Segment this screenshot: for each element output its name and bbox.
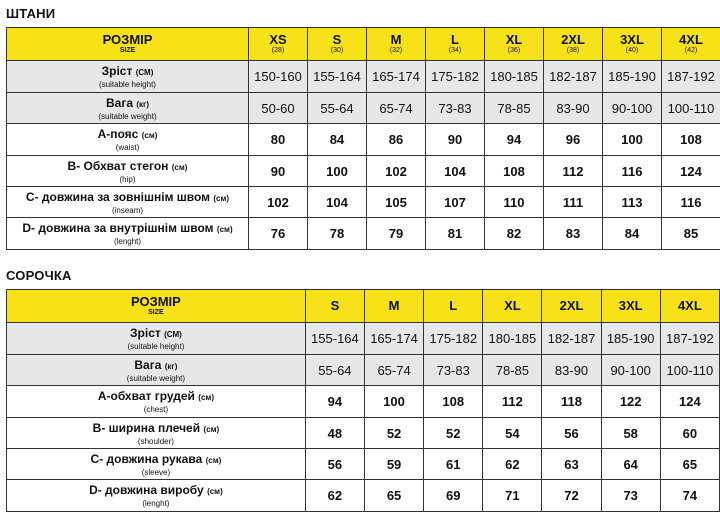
measurement-value: 82: [485, 218, 544, 250]
size-number: (40): [625, 47, 639, 54]
measurement-label: В- Обхват стегон: [67, 158, 169, 173]
pants-size-table: [6, 27, 720, 250]
pants-title: ШТАНИ: [6, 6, 56, 21]
size-column-header: [249, 28, 308, 61]
measurement-english: (hip): [119, 174, 136, 184]
measurement-label: С- довжина рукава: [90, 451, 203, 466]
measurement-label: Зріст: [101, 64, 133, 78]
measurement-value: 58: [601, 418, 660, 449]
measurement-value: 100: [308, 156, 367, 187]
measurement-value: 94: [485, 124, 544, 156]
measurement-label-cell: [7, 386, 306, 418]
measurement-unit: (см): [203, 424, 220, 434]
measurement-value: 59: [364, 449, 423, 480]
size-name: XL: [504, 298, 521, 313]
shirt-title: СОРОЧКА: [6, 268, 72, 283]
measurement-value: 94: [305, 386, 364, 418]
size-column-header: [485, 28, 544, 61]
measurement-value: 90: [426, 124, 485, 156]
measurement-value: 113: [603, 187, 662, 218]
size-header-sublabel: SIZE: [148, 309, 164, 316]
measurement-value: 102: [367, 156, 426, 187]
measurement-value: 86: [367, 124, 426, 156]
measurement-unit: (см): [207, 487, 223, 496]
measurement-value: 118: [542, 386, 601, 418]
measurement-english: (suitable weight): [98, 111, 157, 121]
size-name: 4XL: [679, 32, 703, 47]
measurement-value: 185-190: [603, 61, 662, 93]
measurement-english: (suitable height): [99, 80, 156, 89]
measurement-row: [7, 449, 720, 480]
measurement-value: 65-74: [364, 355, 423, 386]
header-row: [7, 290, 720, 323]
measurement-value: 65-74: [367, 93, 426, 124]
measurement-label-cell: [7, 156, 249, 187]
measurement-value: 73: [601, 480, 660, 512]
measurement-value: 48: [305, 418, 364, 449]
measurement-row: [7, 61, 720, 93]
measurement-name: [7, 389, 305, 405]
measurement-value: 63: [542, 449, 601, 480]
measurement-unit: (см): [213, 193, 230, 203]
measurement-name: [7, 127, 248, 143]
measurement-value: 102: [249, 187, 308, 218]
size-name: 4XL: [677, 298, 702, 313]
size-name: 3XL: [620, 32, 644, 47]
size-column-header: [308, 28, 367, 61]
size-column-header: [603, 28, 662, 61]
measurement-value: 116: [662, 187, 720, 218]
measurement-label: D- довжина за внутрішнім швом: [22, 221, 214, 235]
measurement-value: 83-90: [544, 93, 603, 124]
measurement-value: 187-192: [662, 61, 720, 93]
measurement-label: Вага: [105, 95, 133, 110]
measurement-value: 81: [426, 218, 485, 250]
measurement-unit: (кг): [136, 99, 150, 109]
size-column-header: [424, 290, 483, 323]
measurement-value: 122: [601, 386, 660, 418]
measurement-value: 85: [662, 218, 720, 250]
measurement-unit: (см): [171, 162, 188, 172]
measurement-label-cell: [7, 355, 306, 386]
size-header-label: РОЗМІР: [102, 32, 153, 47]
measurement-label: Вага: [134, 357, 162, 372]
size-number: (30): [330, 47, 344, 54]
measurement-unit: (см): [141, 131, 158, 140]
measurement-value: 79: [367, 218, 426, 250]
measurement-value: 62: [305, 480, 364, 512]
measurement-name: [7, 221, 248, 237]
measurement-value: 56: [305, 449, 364, 480]
measurement-value: 182-187: [544, 61, 603, 93]
measurement-value: 100-110: [662, 93, 720, 124]
measurement-unit: (см): [198, 393, 214, 402]
measurement-value: 165-174: [367, 61, 426, 93]
measurement-value: 110: [485, 187, 544, 218]
measurement-label-cell: [7, 480, 306, 512]
measurement-value: 107: [426, 187, 485, 218]
measurement-name: [7, 358, 305, 374]
size-column-header: [483, 290, 542, 323]
size-name: M: [390, 32, 402, 47]
measurement-english: (suitable height): [127, 342, 185, 351]
measurement-value: 150-160: [249, 61, 308, 93]
size-name: 2XL: [559, 298, 584, 313]
measurement-name: [7, 96, 248, 112]
measurement-value: 60: [660, 418, 719, 449]
measurement-row: [7, 187, 720, 218]
measurement-row: [7, 156, 720, 187]
measurement-value: 165-174: [364, 323, 423, 355]
measurement-value: 83-90: [542, 355, 601, 386]
size-name: L: [451, 32, 459, 47]
measurement-unit: (СМ): [164, 330, 182, 339]
measurement-row: [7, 355, 720, 386]
size-name: XL: [505, 32, 523, 47]
size-name: M: [388, 298, 400, 313]
measurement-label: В- ширина плечей: [92, 420, 201, 435]
size-column-header: [660, 290, 719, 323]
measurement-row: [7, 323, 720, 355]
measurement-value: 124: [660, 386, 719, 418]
measurement-value: 108: [662, 124, 720, 156]
size-number: (32): [389, 47, 403, 54]
measurement-value: 56: [542, 418, 601, 449]
size-number: (34): [448, 47, 462, 54]
size-name: S: [330, 298, 340, 313]
size-name: 2XL: [561, 32, 585, 47]
measurement-name: [7, 159, 248, 175]
measurement-value: 78-85: [483, 355, 542, 386]
size-name: L: [449, 298, 458, 313]
measurement-value: 55-64: [305, 355, 364, 386]
size-header-sublabel: SIZE: [119, 47, 136, 54]
measurement-value: 100: [364, 386, 423, 418]
measurement-value: 96: [544, 124, 603, 156]
measurement-value: 55-64: [308, 93, 367, 124]
measurement-value: 116: [603, 156, 662, 187]
measurement-unit: (см): [205, 455, 222, 465]
size-number: (42): [684, 47, 698, 54]
measurement-name: [7, 483, 305, 499]
size-name: S: [332, 32, 342, 47]
measurement-label-cell: [7, 93, 249, 124]
measurement-label: А-пояс: [97, 127, 139, 141]
measurement-value: 64: [601, 449, 660, 480]
measurement-value: 83: [544, 218, 603, 250]
measurement-unit: (см): [216, 225, 233, 234]
measurement-value: 104: [426, 156, 485, 187]
measurement-value: 111: [544, 187, 603, 218]
measurement-value: 65: [364, 480, 423, 512]
measurement-name: [7, 421, 305, 437]
size-name: XS: [269, 32, 287, 47]
measurement-value: 72: [542, 480, 601, 512]
measurement-row: [7, 124, 720, 156]
measurement-label-cell: [7, 61, 249, 93]
measurement-value: 180-185: [483, 323, 542, 355]
measurement-label-cell: [7, 449, 306, 480]
measurement-value: 90: [249, 156, 308, 187]
measurement-value: 52: [364, 418, 423, 449]
measurement-english: (chest): [143, 405, 169, 414]
measurement-value: 187-192: [660, 323, 719, 355]
size-column-header: [305, 290, 364, 323]
measurement-value: 108: [485, 156, 544, 187]
measurement-value: 155-164: [308, 61, 367, 93]
measurement-value: 71: [483, 480, 542, 512]
measurement-value: 182-187: [542, 323, 601, 355]
measurement-row: [7, 418, 720, 449]
measurement-value: 100-110: [660, 355, 719, 386]
measurement-row: [7, 218, 720, 250]
size-header-label: РОЗМІР: [130, 294, 181, 309]
measurement-label-cell: [7, 187, 249, 218]
measurement-label-cell: [7, 124, 249, 156]
measurement-value: 73-83: [424, 355, 483, 386]
measurement-value: 100: [603, 124, 662, 156]
size-column-header: [367, 28, 426, 61]
measurement-label-cell: [7, 418, 306, 449]
measurement-row: [7, 93, 720, 124]
size-column-header: [364, 290, 423, 323]
measurement-name: [7, 452, 305, 468]
measurement-value: 84: [308, 124, 367, 156]
header-row: [7, 28, 720, 61]
measurement-value: 105: [367, 187, 426, 218]
measurement-label: D- довжина виробу: [89, 483, 204, 497]
measurement-row: [7, 480, 720, 512]
measurement-value: 69: [424, 480, 483, 512]
measurement-value: 78-85: [485, 93, 544, 124]
measurement-english: (lenght): [113, 237, 142, 246]
size-column-header: [601, 290, 660, 323]
size-name: 3XL: [618, 298, 643, 313]
measurement-english: (sleeve): [141, 467, 171, 477]
measurement-value: 73-83: [426, 93, 485, 124]
size-number: (38): [566, 47, 580, 54]
measurement-label: С- довжина за зовнішнім швом: [25, 189, 211, 204]
measurement-value: 50-60: [249, 93, 308, 124]
measurement-value: 61: [424, 449, 483, 480]
measurement-label: Зріст: [130, 326, 161, 340]
measurement-row: [7, 386, 720, 418]
measurement-value: 90-100: [603, 93, 662, 124]
measurement-value: 54: [483, 418, 542, 449]
size-number: (28): [271, 47, 285, 54]
measurement-value: 76: [249, 218, 308, 250]
size-column-header: [542, 290, 601, 323]
measurement-value: 185-190: [601, 323, 660, 355]
size-number: (36): [507, 47, 521, 54]
measurement-english: (suitable weight): [126, 373, 186, 383]
measurement-label-cell: [7, 218, 249, 250]
size-column-header: [544, 28, 603, 61]
measurement-value: 124: [662, 156, 720, 187]
measurement-label: А-обхват грудей: [97, 389, 195, 403]
size-header-cell: [7, 290, 306, 323]
measurement-value: 180-185: [485, 61, 544, 93]
measurement-value: 52: [424, 418, 483, 449]
shirt-size-table: [6, 289, 720, 512]
measurement-unit: (СМ): [135, 68, 154, 77]
measurement-english: (inseam): [111, 205, 144, 215]
measurement-value: 104: [308, 187, 367, 218]
size-column-header: [426, 28, 485, 61]
measurement-label-cell: [7, 323, 306, 355]
measurement-english: (waist): [115, 143, 140, 152]
measurement-english: (shoulder): [137, 436, 174, 446]
measurement-value: 84: [603, 218, 662, 250]
measurement-english: (lenght): [142, 499, 170, 508]
measurement-value: 108: [424, 386, 483, 418]
measurement-name: [7, 326, 305, 342]
measurement-value: 112: [544, 156, 603, 187]
measurement-unit: (кг): [164, 361, 178, 371]
measurement-value: 112: [483, 386, 542, 418]
measurement-value: 155-164: [305, 323, 364, 355]
measurement-name: [7, 64, 248, 80]
measurement-value: 65: [660, 449, 719, 480]
measurement-value: 175-182: [426, 61, 485, 93]
measurement-value: 175-182: [424, 323, 483, 355]
measurement-value: 78: [308, 218, 367, 250]
measurement-name: [7, 190, 248, 206]
size-header-cell: [7, 28, 249, 61]
measurement-value: 62: [483, 449, 542, 480]
measurement-value: 74: [660, 480, 719, 512]
measurement-value: 80: [249, 124, 308, 156]
measurement-value: 90-100: [601, 355, 660, 386]
size-column-header: [662, 28, 720, 61]
